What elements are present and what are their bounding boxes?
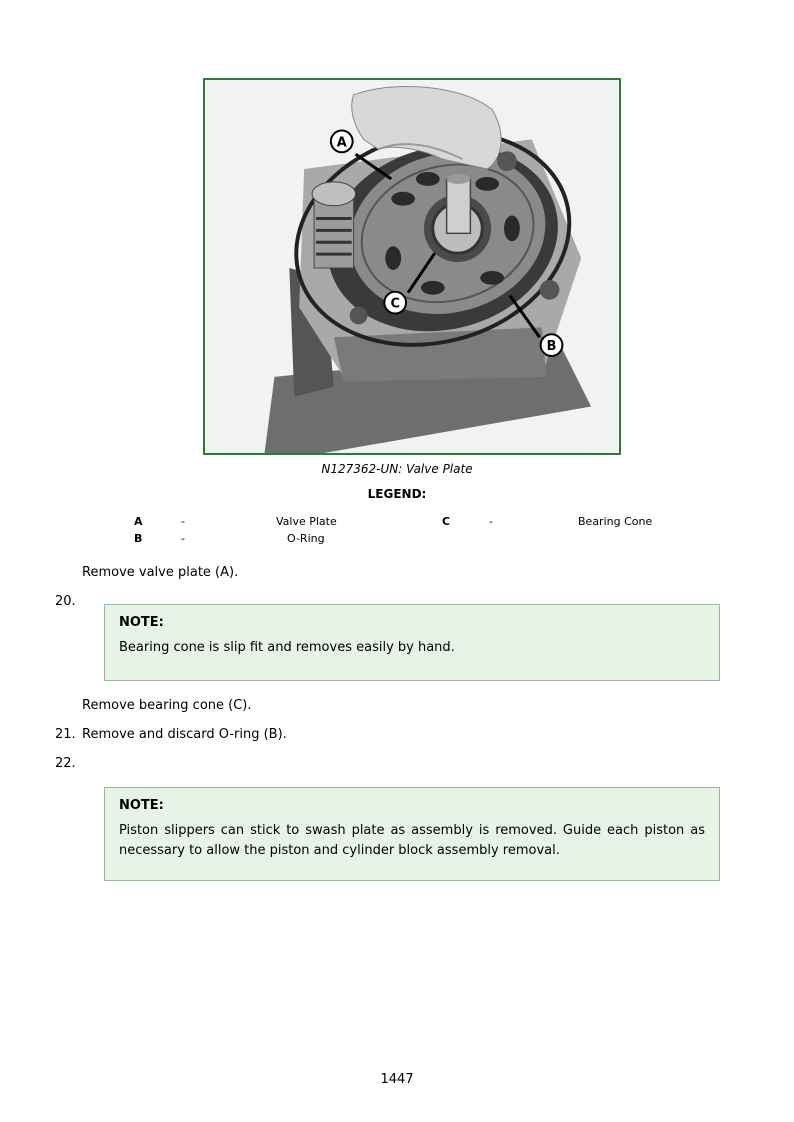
svg-text:B: B	[546, 339, 557, 355]
step-number-21: 21.	[55, 727, 76, 742]
legend-key-a: A	[134, 515, 143, 528]
legend-title: LEGEND:	[367, 487, 427, 501]
legend-label-valve-plate: Valve Plate	[276, 515, 337, 528]
legend-dash: -	[489, 515, 493, 528]
instruction-remove-bearing-cone: Remove bearing cone (C).	[82, 698, 252, 713]
step-number-20: 20.	[55, 594, 76, 609]
legend-key-c: C	[442, 515, 451, 528]
legend-dash: -	[181, 532, 185, 545]
step-number-22: 22.	[55, 756, 76, 771]
instruction-remove-valve-plate: Remove valve plate (A).	[82, 565, 239, 580]
figure-caption: N127362-UN: Valve Plate	[321, 462, 473, 476]
legend-label-bearing-cone: Bearing Cone	[578, 515, 653, 528]
svg-text:A: A	[336, 135, 347, 151]
callout-b	[541, 334, 563, 356]
page-number: 1447	[380, 1072, 414, 1087]
note-box	[104, 787, 720, 881]
instruction-remove-o-ring: Remove and discard O-ring (B).	[82, 727, 287, 742]
valve-plate-figure	[203, 78, 621, 455]
callout-c	[384, 292, 406, 314]
legend-dash: -	[181, 515, 185, 528]
note-title: NOTE:	[119, 615, 164, 630]
note-body: Bearing cone is slip fit and removes easily by hand.	[119, 640, 455, 655]
svg-text:C: C	[390, 296, 400, 312]
legend-key-b: B	[134, 532, 143, 545]
note-title: NOTE:	[119, 798, 164, 813]
note-body: Piston slippers can stick to swash plate as assembly is removed. Guide each piston as necessary to allow the piston and cylinder block assembly removal.	[119, 823, 705, 858]
note-box	[104, 604, 720, 681]
valve-plate-photo	[205, 80, 619, 453]
callout-a	[331, 130, 353, 152]
legend-label-o-ring: O-Ring	[287, 532, 325, 545]
